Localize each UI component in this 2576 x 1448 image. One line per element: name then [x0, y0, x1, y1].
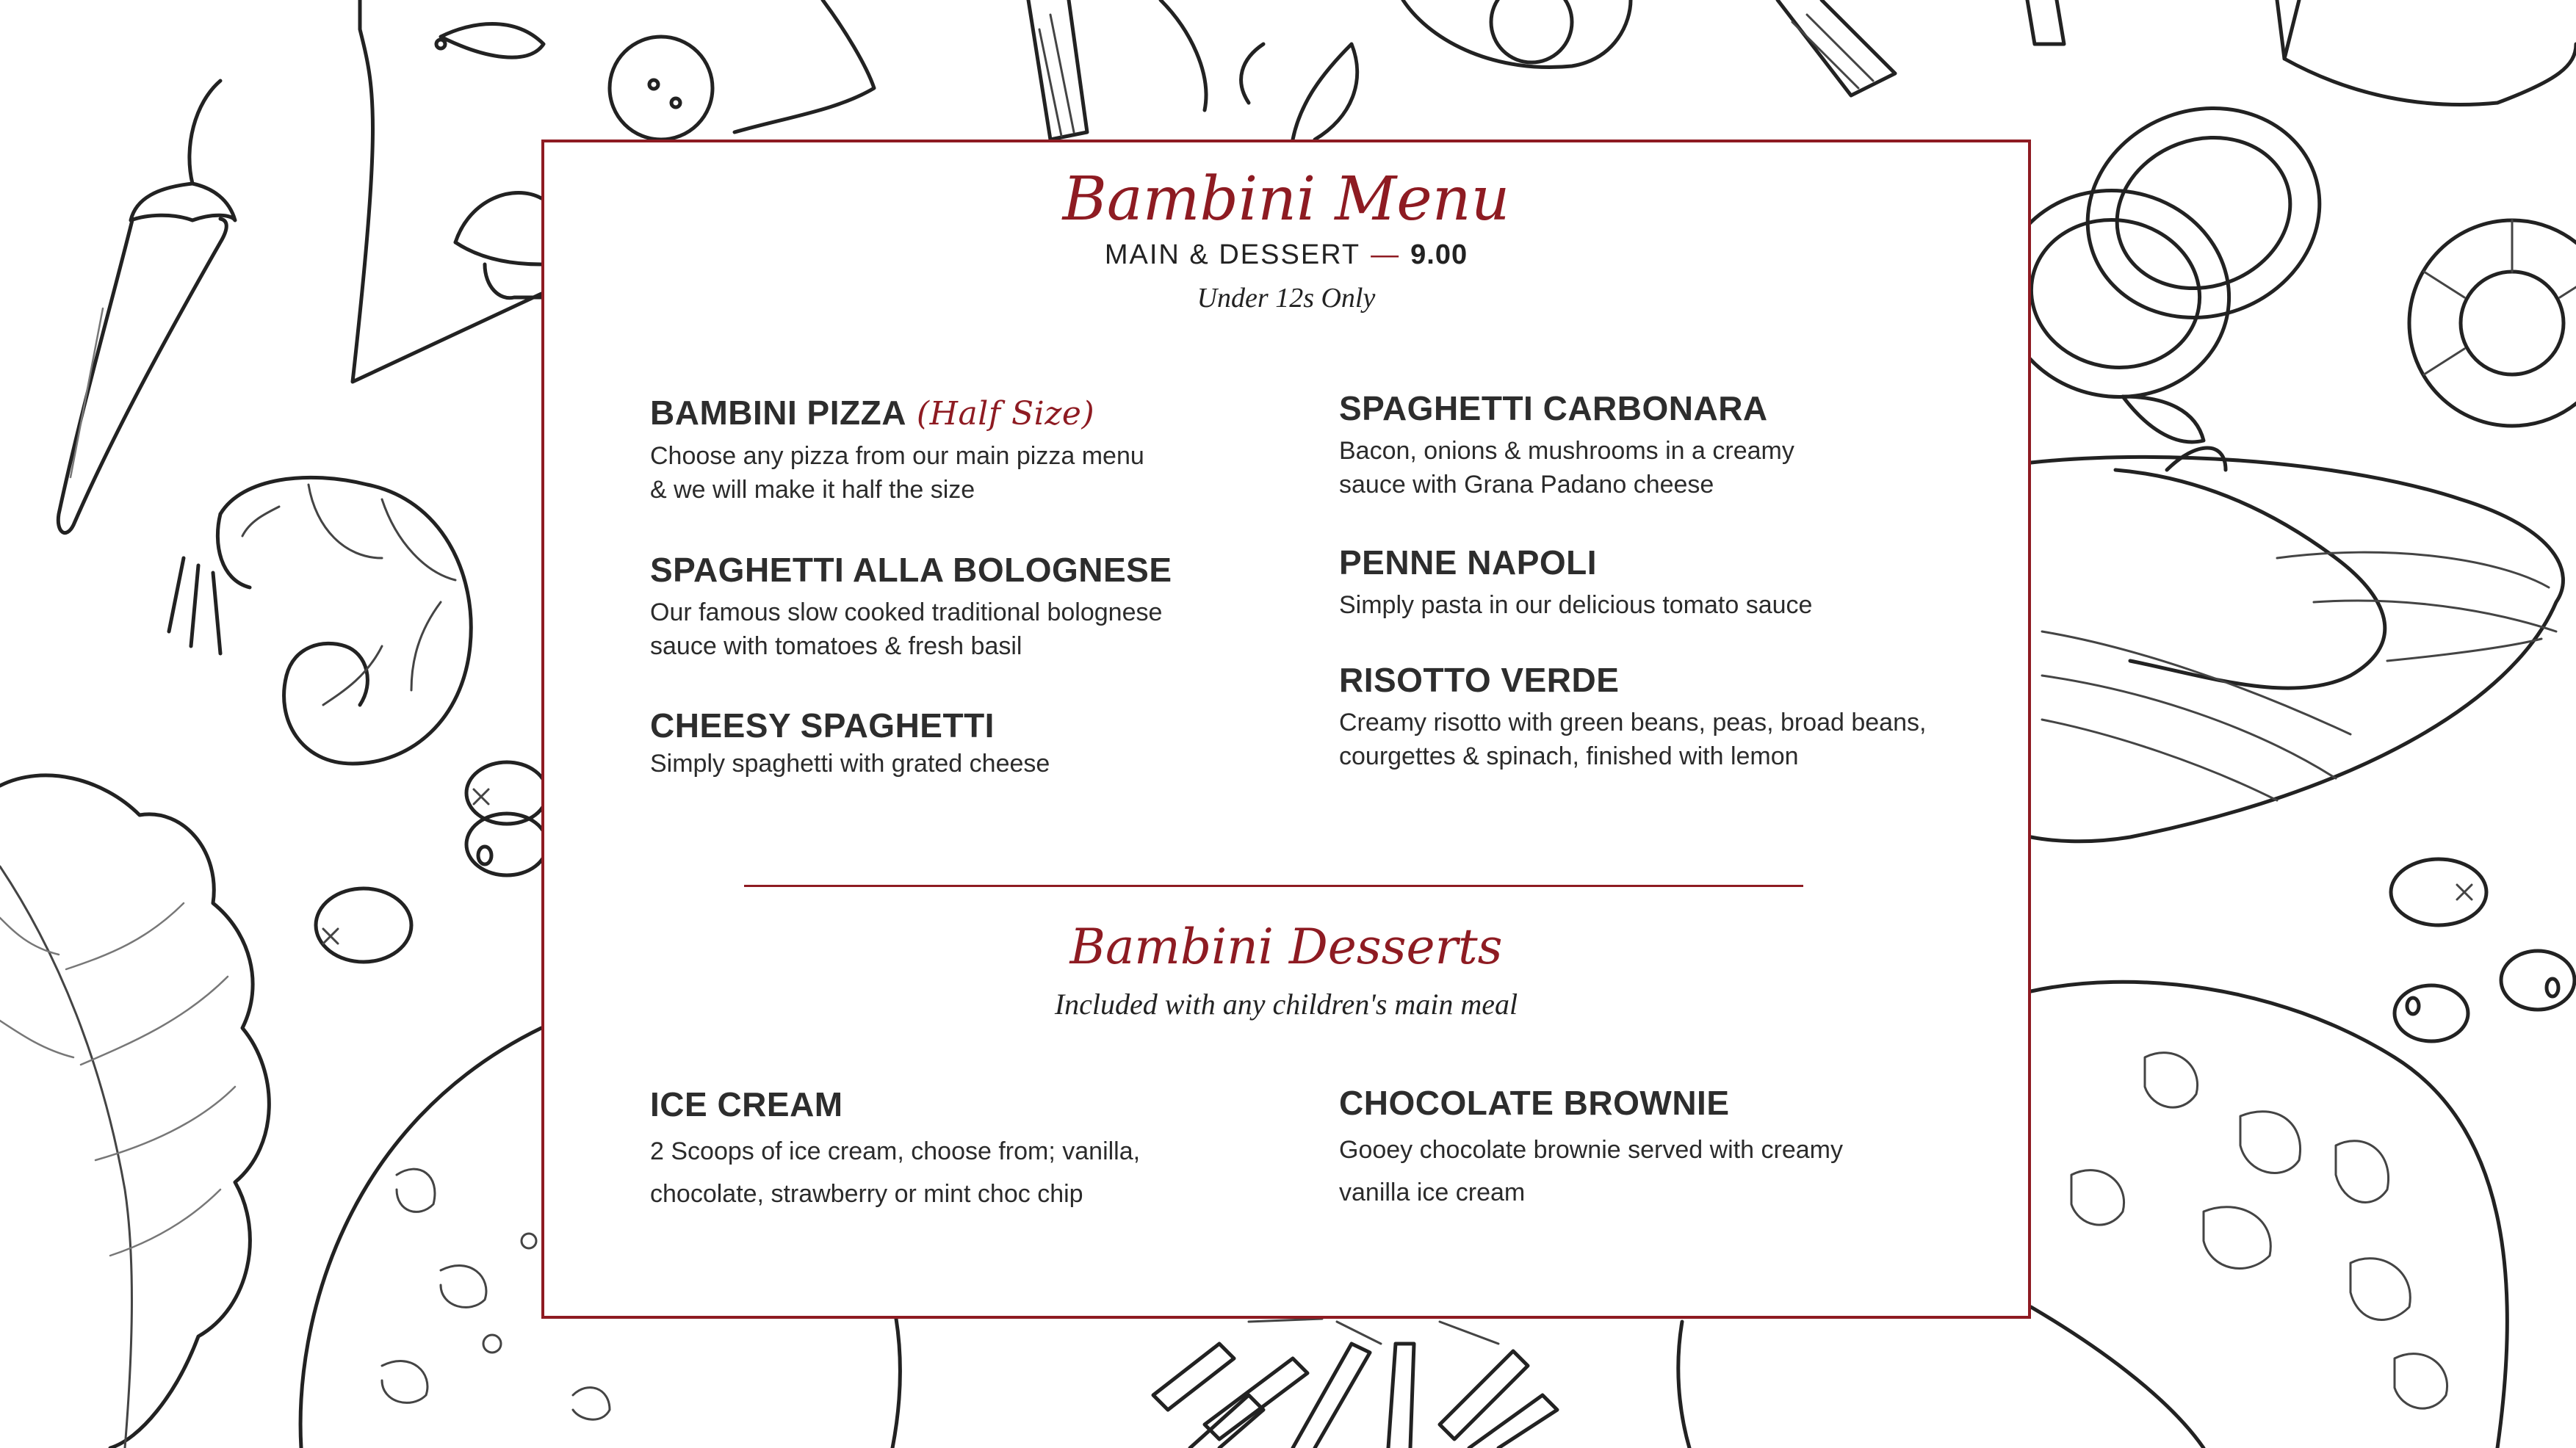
dessert-item — [1339, 1084, 2000, 1214]
item-name: RISOTTO VERDE — [1339, 661, 1620, 699]
item-description: Creamy risotto with green beans, peas, broad beans, courgettes & spinach, finished with lemon — [1339, 708, 1927, 770]
desserts-subtitle: Included with any children's main meal — [1054, 988, 1518, 1021]
penne-icon — [1028, 0, 2064, 140]
menu-card — [541, 140, 2031, 1319]
menu-item — [650, 551, 1282, 663]
price-value: 9.00 — [1410, 239, 1468, 270]
desserts-title: Bambini Desserts — [1069, 919, 1503, 975]
cheese-icon — [2277, 0, 2576, 105]
menu-item — [1339, 389, 2000, 502]
item-description: Our famous slow cooked traditional bolognese sauce with tomatoes & fresh basil — [650, 598, 1163, 660]
menu-item — [650, 394, 1282, 507]
item-name: PENNE NAPOLI — [1339, 543, 1598, 582]
basil-leaf-icon — [1241, 44, 1357, 140]
item-size-note: (Half Size) — [916, 395, 1095, 432]
mushroom-icon — [455, 193, 541, 298]
price-label: MAIN & DESSERT — [1104, 239, 1361, 270]
shrimp-icon — [169, 477, 471, 764]
price-dash: — — [1371, 239, 1401, 270]
item-description: Bacon, onions & mushrooms in a creamy sauce with Grana Padano cheese — [1339, 436, 1794, 499]
lettuce-leaf-icon — [0, 775, 269, 1448]
fries-icon — [1153, 1319, 1557, 1448]
olive-icon — [2391, 859, 2575, 1041]
fried-egg-icon — [1403, 0, 1631, 68]
item-name: SPAGHETTI CARBONARA — [1339, 389, 1768, 427]
item-description: 2 Scoops of ice cream, choose from; vanilla, chocolate, strawberry or mint choc chip — [650, 1137, 1141, 1208]
item-description: Simply pasta in our delicious tomato sauce — [1339, 590, 1813, 619]
menu-item — [1339, 661, 2015, 773]
item-name: ICE CREAM — [650, 1085, 843, 1123]
item-description: Choose any pizza from our main pizza menu & we will make it half the size — [650, 441, 1144, 504]
age-restriction-note: Under 12s Only — [1197, 283, 1376, 314]
item-name: CHOCOLATE BROWNIE — [1339, 1084, 1730, 1122]
section-divider — [744, 885, 1803, 887]
menu-item — [1339, 543, 2000, 622]
price-line — [544, 239, 2028, 271]
dessert-item — [650, 1085, 1282, 1215]
item-description: Gooey chocolate brownie served with creamy vanilla ice cream — [1339, 1135, 1843, 1206]
item-name: CHEESY SPAGHETTI — [650, 706, 995, 745]
item-description: Simply spaghetti with grated cheese — [650, 749, 1050, 778]
chili-pepper-icon — [58, 81, 235, 533]
item-name: SPAGHETTI ALLA BOLOGNESE — [650, 551, 1172, 589]
olive-icon — [316, 762, 547, 962]
pineapple-slice-icon — [2409, 220, 2576, 426]
spaghetti-plate-icon — [2031, 397, 2563, 841]
item-name: BAMBINI PIZZA (Half Size) — [650, 394, 1095, 432]
menu-item — [650, 706, 1282, 781]
onion-ring-icon — [1985, 76, 2349, 415]
menu-title: Bambini Menu — [1062, 164, 1510, 234]
